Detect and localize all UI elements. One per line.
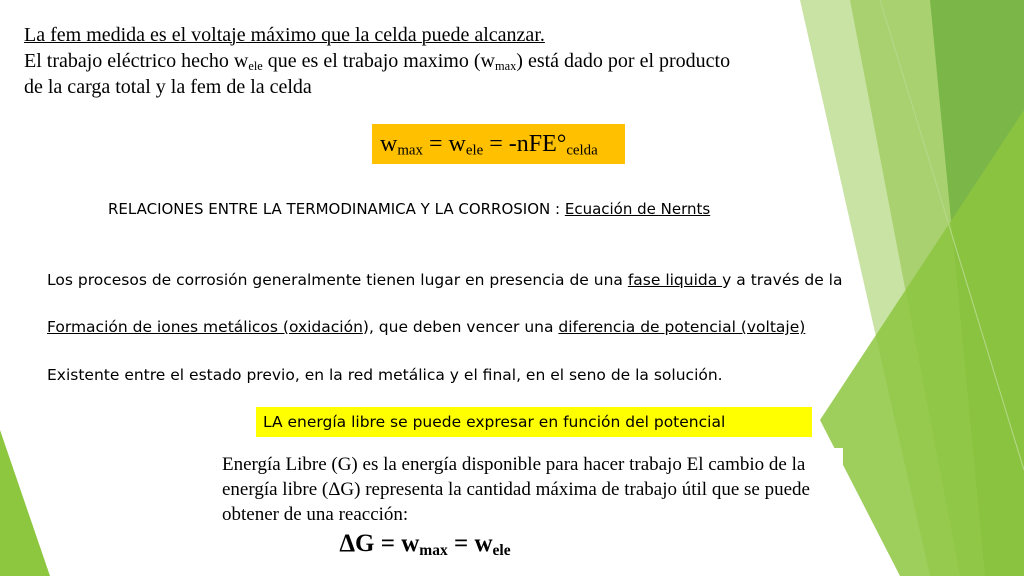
free-energy-highlight: LA energía libre se puede expresar en función del potencial — [256, 407, 812, 437]
free-energy-text: Energía Libre (G) es la energía disponible para hacer trabajo El cambio de la energía libre (ΔG) representa la cantidad máxima de trabajo útil que se puede obtener de una reacción: — [222, 454, 810, 525]
paragraph-line-3: Existente entre el estado previo, en la red metálica y el final, en el seno de la solución. — [47, 366, 723, 384]
intro-line-2: El trabajo eléctrico hecho $w_{ele}$ que es el trabajo maximo $(w_{max})$ está dado por el producto — [24, 50, 731, 74]
intro-line-1: La fem medida es el voltaje máximo que la celda puede alcanzar. — [24, 24, 545, 46]
intro-paragraph — [24, 22, 874, 100]
intro-line-3: de la carga total y la fem de la celda — [24, 76, 312, 98]
gibbs-equation: $\Delta G = w_{max} = w_{ele}$ — [339, 530, 511, 559]
relations-heading: RELACIONES ENTRE LA TERMODINAMICA Y LA CORROSION : Ecuación de Nernts — [108, 200, 711, 218]
paragraph-line-1: Los procesos de corrosión generalmente tienen lugar en presencia de una fase liquida y a través de la — [47, 271, 843, 289]
nernst-label: Ecuación de Nernts — [564, 200, 711, 218]
paragraph-line-2: Formación de iones metálicos (oxidación), que deben vencer una diferencia de potencial (voltaje) — [47, 318, 806, 336]
work-equation: $w_{max} = w_{ele} = -nFE^\circ_{celda}$ — [372, 124, 625, 164]
left-green-shape — [0, 430, 50, 576]
